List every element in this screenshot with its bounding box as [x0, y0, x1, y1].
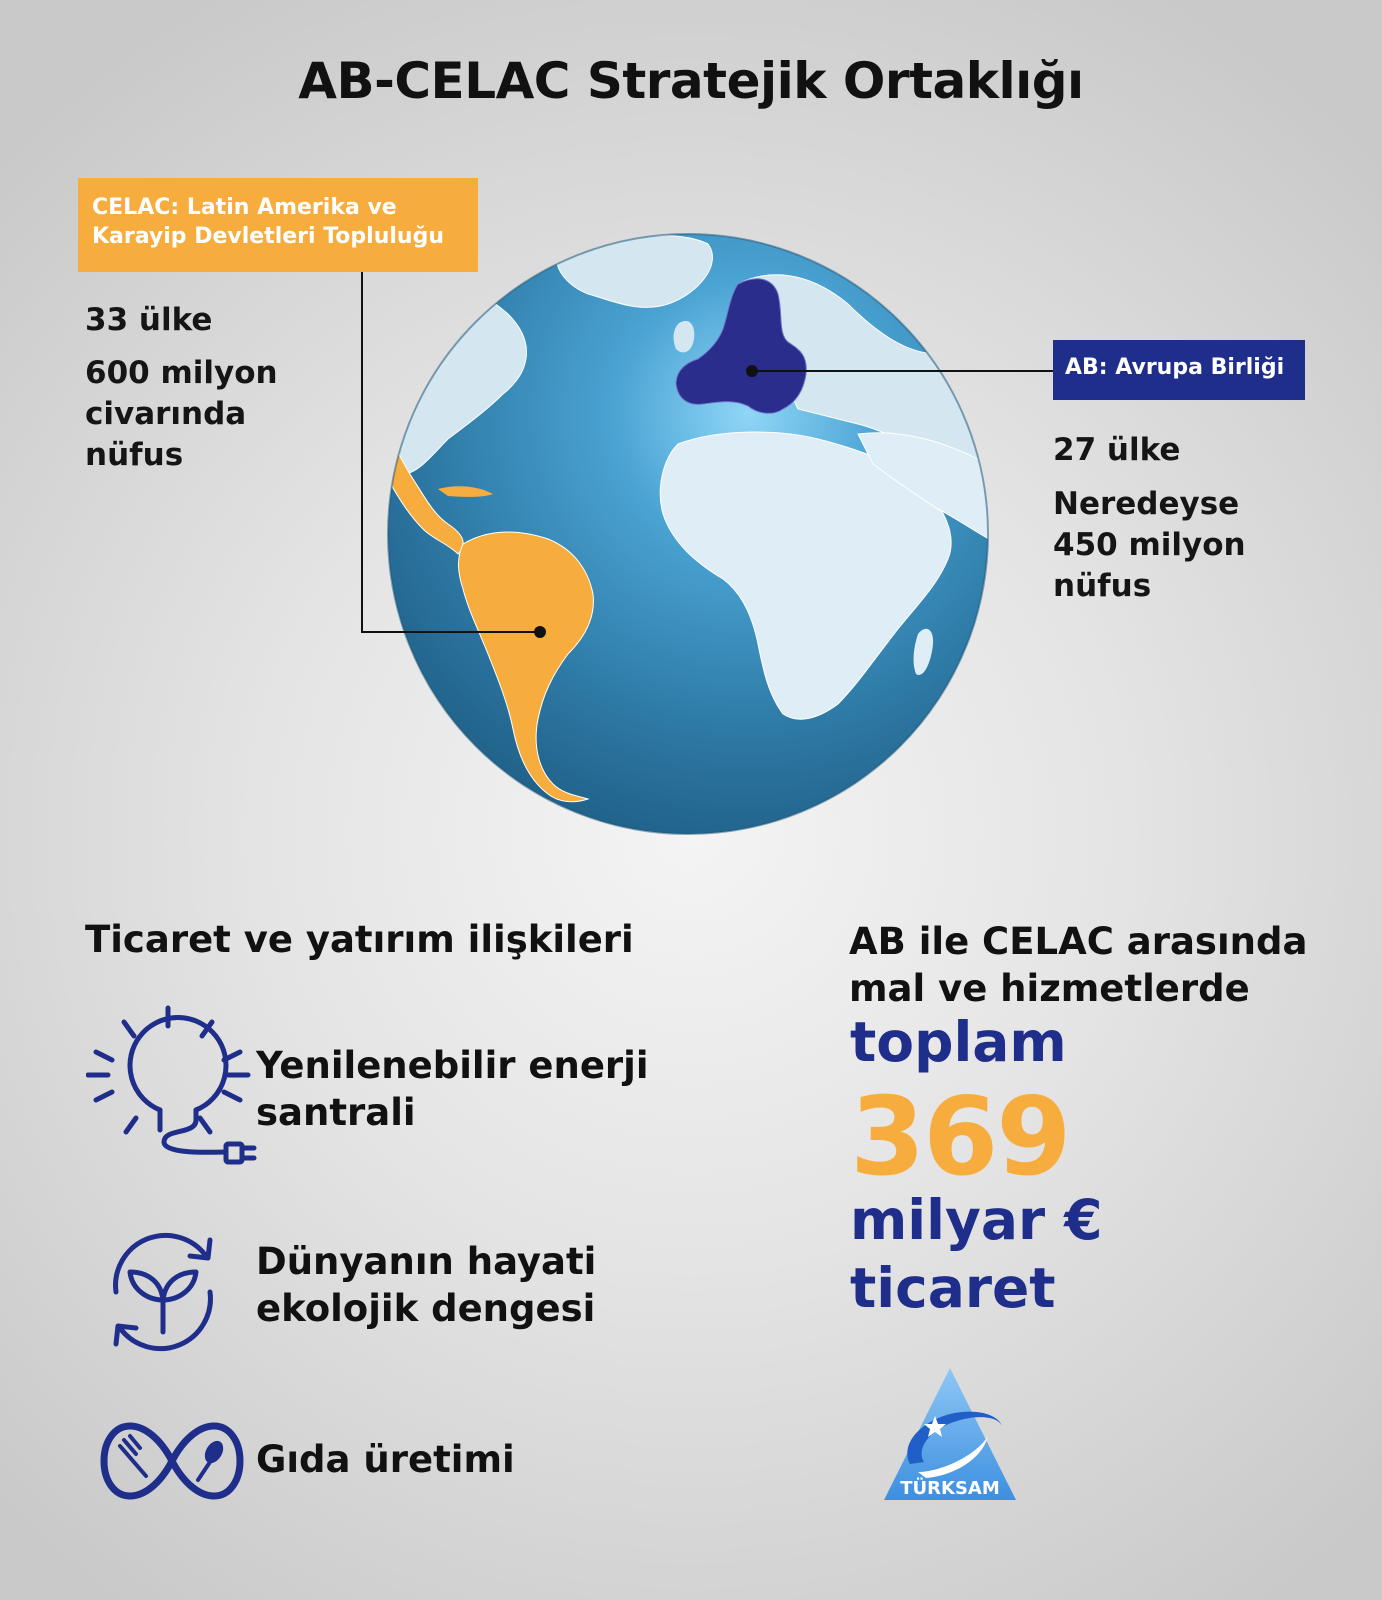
celac-population-line3: nüfus	[85, 437, 184, 473]
feature-ecology-line2: ekolojik dengesi	[256, 1287, 596, 1330]
trade-intro-line2: mal ve hizmetlerde	[849, 967, 1250, 1010]
trade-amount: 369	[850, 1075, 1070, 1200]
trade-total-label: toplam	[850, 1010, 1067, 1074]
trade-suffix: ticaret	[850, 1256, 1056, 1320]
celac-population	[85, 353, 278, 476]
relations-heading: Ticaret ve yatırım ilişkileri	[85, 918, 634, 961]
feature-ecology	[256, 1238, 596, 1332]
trade-intro	[849, 918, 1307, 1012]
celac-label-line2: Karayip Devletleri Topluluğu	[92, 223, 444, 249]
celac-population-line1: 600 milyon	[85, 355, 278, 391]
page-title: AB-CELAC Stratejik Ortaklığı	[298, 52, 1084, 110]
turksam-logo-text: TÜRKSAM	[900, 1478, 1000, 1499]
trade-unit: milyar €	[850, 1188, 1103, 1252]
eu-countries: 27 ülke	[1053, 432, 1181, 468]
feature-renewable-line1: Yenilenebilir enerji	[256, 1044, 649, 1087]
eu-population	[1053, 484, 1246, 607]
eu-population-line3: nüfus	[1053, 568, 1152, 604]
eu-population-line2: 450 milyon	[1053, 527, 1246, 563]
celac-label	[78, 178, 478, 272]
feature-ecology-line1: Dünyanın hayati	[256, 1240, 597, 1283]
feature-food: Gıda üretimi	[256, 1438, 515, 1481]
celac-countries: 33 ülke	[85, 302, 213, 338]
eu-label: AB: Avrupa Birliği	[1053, 340, 1305, 400]
celac-label-line1: CELAC: Latin Amerika ve	[92, 195, 397, 220]
feature-renewable	[256, 1042, 649, 1136]
solar-plug-icon	[86, 1000, 262, 1170]
recycle-leaf-icon	[98, 1222, 228, 1362]
eu-population-line1: Neredeyse	[1053, 486, 1240, 522]
feature-renewable-line2: santrali	[256, 1091, 416, 1134]
trade-intro-line1: AB ile CELAC arasında	[849, 920, 1308, 963]
infinity-cutlery-icon	[100, 1418, 244, 1504]
celac-population-line2: civarında	[85, 396, 247, 432]
